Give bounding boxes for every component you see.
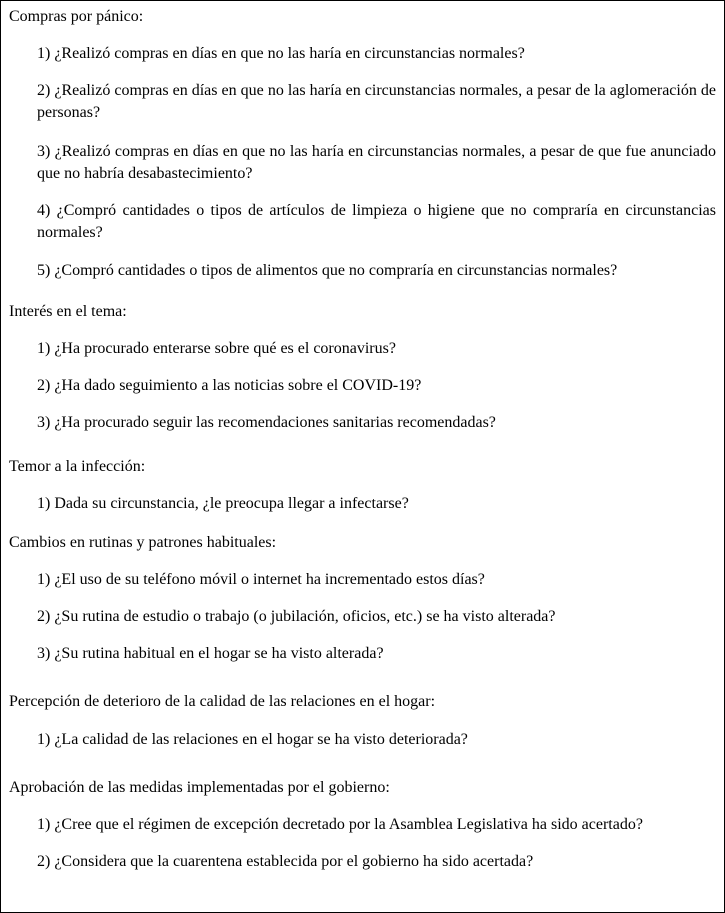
section-heading-temor: Temor a la infección:: [9, 458, 146, 475]
question-item: 1) ¿La calidad de las relaciones en el hogar se ha visto deteriorada?: [37, 731, 468, 748]
question-item: 3) ¿Realizó compras en días en que no las haría en circunstancias normales, a pesar de que fue anunciado que no habría desabastecimiento?: [37, 143, 716, 182]
question-item: 5) ¿Compró cantidades o tipos de alimentos que no compraría en circunstancias normales?: [37, 262, 618, 279]
section-heading-percepcion: Percepción de deterioro de la calidad de las relaciones en el hogar:: [9, 693, 436, 710]
question-item: 1) ¿Ha procurado enterarse sobre qué es el coronavirus?: [37, 340, 396, 357]
question-item: 2) ¿Considera que la cuarentena establecida por el gobierno ha sido acertada?: [37, 853, 534, 870]
question-item: 1) ¿Cree que el régimen de excepción decretado por la Asamblea Legislativa ha sido acertado?: [37, 816, 643, 833]
section-heading-cambios: Cambios en rutinas y patrones habituales:: [9, 534, 277, 551]
question-item: 1) Dada su circunstancia, ¿le preocupa llegar a infectarse?: [37, 495, 409, 512]
question-item: 1) ¿Realizó compras en días en que no las haría en circunstancias normales?: [37, 45, 525, 62]
section-heading-compras: Compras por pánico:: [9, 8, 144, 25]
question-item: 4) ¿Compró cantidades o tipos de artículos de limpieza o higiene que no compraría en circunstancias normales?: [37, 202, 716, 241]
section-heading-aprobacion: Aprobación de las medidas implementadas por el gobierno:: [9, 779, 390, 796]
question-item: 3) ¿Ha procurado seguir las recomendaciones sanitarias recomendadas?: [37, 414, 496, 431]
question-item: 3) ¿Su rutina habitual en el hogar se ha visto alterada?: [37, 645, 384, 662]
question-item: 2) ¿Su rutina de estudio o trabajo (o jubilación, oficios, etc.) se ha visto alterada?: [37, 608, 556, 625]
section-heading-interes: Interés en el tema:: [9, 303, 127, 320]
question-item: 1) ¿El uso de su teléfono móvil o internet ha incrementado estos días?: [37, 571, 485, 588]
question-item: 2) ¿Realizó compras en días en que no las haría en circunstancias normales, a pesar de la aglomeración de personas?: [37, 82, 716, 121]
question-item: 2) ¿Ha dado seguimiento a las noticias sobre el COVID-19?: [37, 377, 422, 394]
